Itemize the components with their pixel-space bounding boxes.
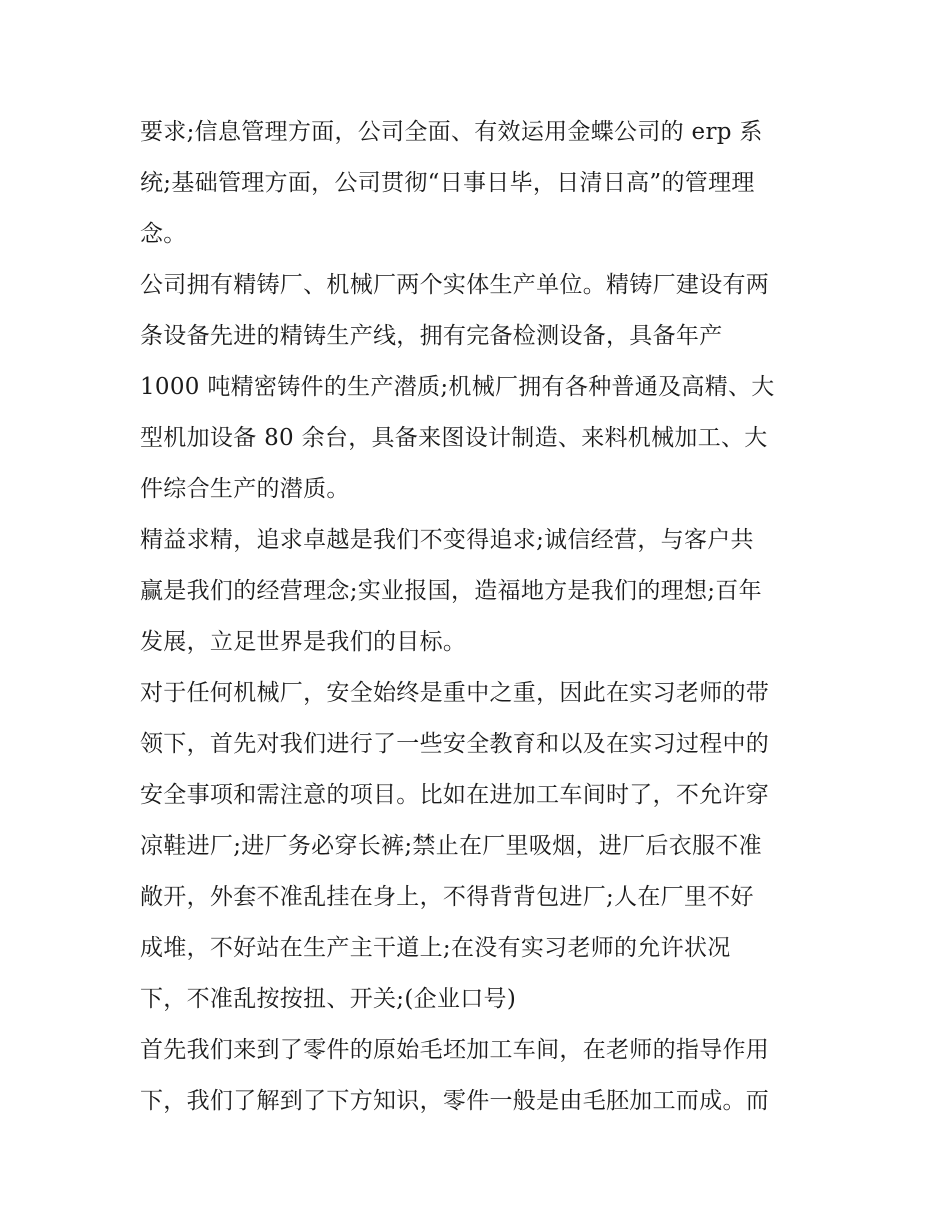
text-line: 敞开，外套不准乱挂在身上，不得背背包进厂;人在厂里不好 [140, 884, 754, 910]
text-line: 发展，立足世界是我们的目标。 [140, 629, 467, 655]
paragraph-management [140, 107, 820, 260]
paragraph-company-values [140, 515, 820, 668]
paragraph-production-units [140, 260, 820, 515]
text-line: 领下，首先对我们进行了一些安全教育和以及在实习过程中的 [140, 731, 770, 757]
text-line: 成堆，不好站在生产主干道上;在没有实习老师的允许状况 [140, 935, 731, 961]
text-line: 要求;信息管理方面，公司全面、有效运用金蝶公司的 erp 系 [140, 119, 763, 145]
text-line: 念。 [140, 221, 187, 247]
document-body [140, 107, 820, 1127]
text-line: 精益求精，追求卓越是我们不变得追求;诚信经营，与客户共 [140, 527, 754, 553]
text-line: 下，不准乱按按扭、开关;(企业口号) [140, 986, 517, 1012]
text-line: 1000 吨精密铸件的生产潜质;机械厂拥有各种普通及高精、大 [140, 374, 775, 400]
text-line: 对于任何机械厂，安全始终是重中之重，因此在实习老师的带 [140, 680, 770, 706]
text-line: 首先我们来到了零件的原始毛坯加工车间，在老师的指导作用 [140, 1037, 770, 1063]
text-line: 统;基础管理方面，公司贯彻“日事日毕，日清日高”的管理理 [140, 170, 755, 196]
paragraph-safety-rules [140, 668, 820, 1025]
text-line: 公司拥有精铸厂、机械厂两个实体生产单位。精铸厂建设有两 [140, 272, 770, 298]
text-line: 条设备先进的精铸生产线，拥有完备检测设备，具备年产 [140, 323, 723, 349]
paragraph-blank-workshop [140, 1025, 820, 1127]
text-line: 赢是我们的经营理念;实业报国，造福地方是我们的理想;百年 [140, 578, 762, 604]
text-line: 下，我们了解到了下方知识，零件一般是由毛胚加工而成。而 [140, 1088, 770, 1114]
text-line: 型机加设备 80 余台，具备来图设计制造、来料机械加工、大 [140, 425, 768, 451]
text-line: 件综合生产的潜质。 [140, 476, 350, 502]
text-line: 安全事项和需注意的项目。比如在进加工车间时了，不允许穿 [140, 782, 770, 808]
text-line: 凉鞋进厂;进厂务必穿长裤;禁止在厂里吸烟，进厂后衣服不准 [140, 833, 762, 859]
